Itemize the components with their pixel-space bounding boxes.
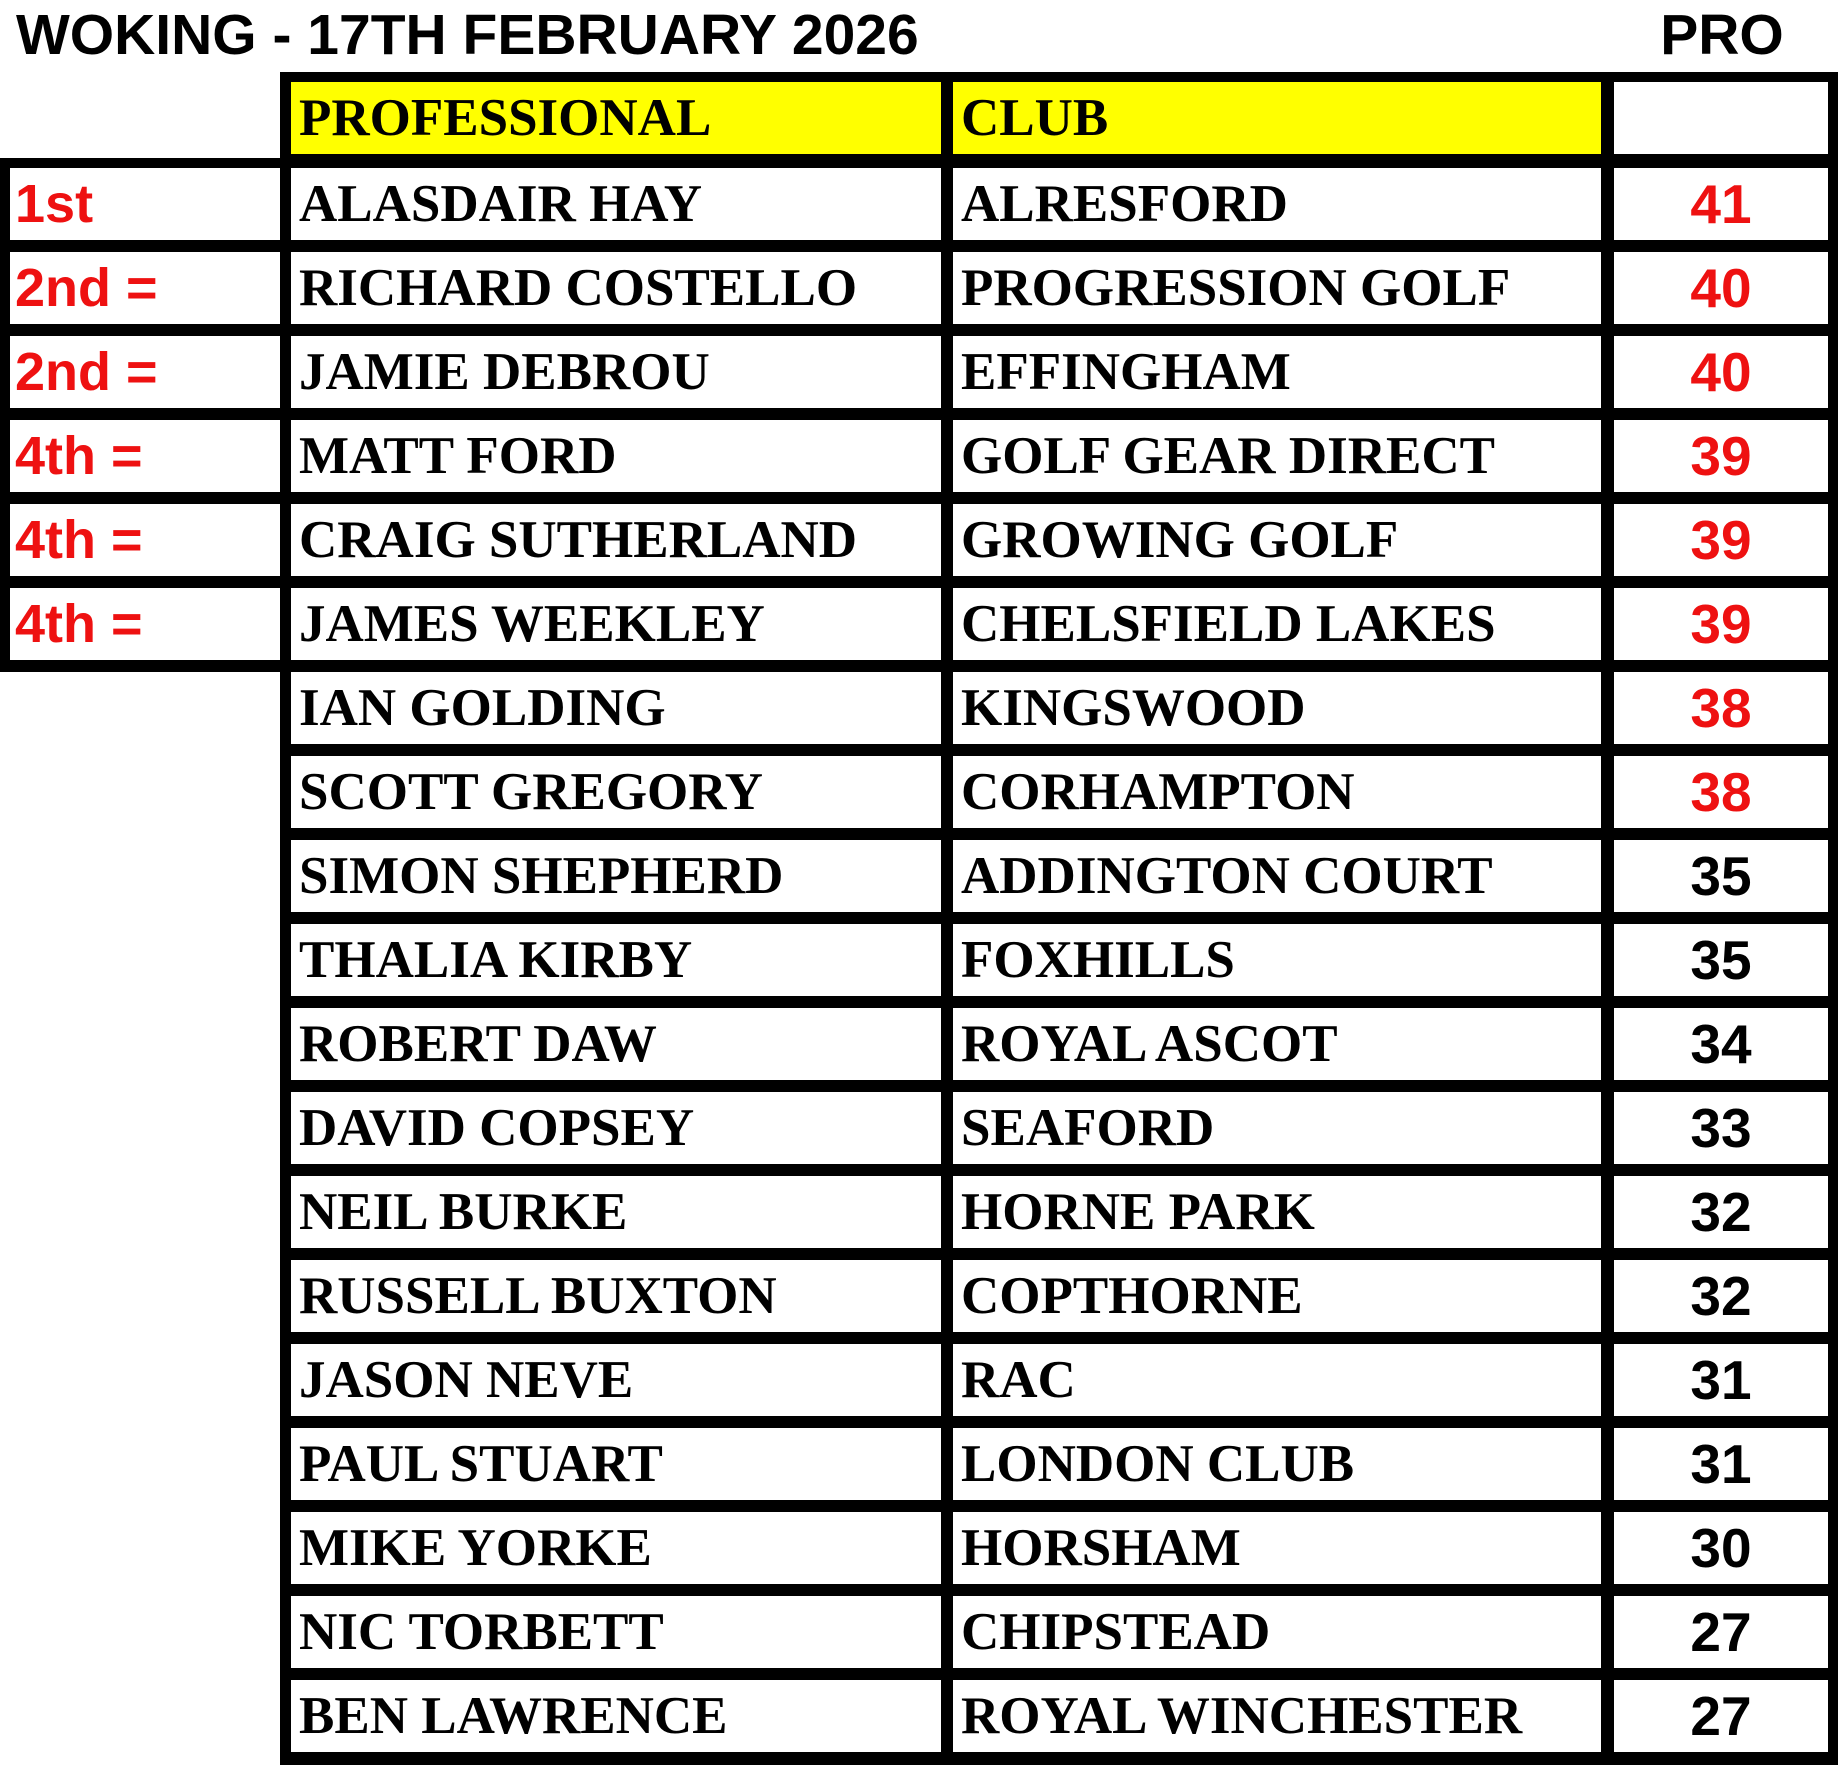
score-cell: 32 (1614, 1176, 1828, 1248)
player-name-cell: RUSSELL BUXTON (291, 1260, 941, 1332)
player-name-cell: NEIL BURKE (291, 1176, 941, 1248)
score-cell: 39 (1614, 420, 1828, 492)
player-name-cell: JAMES WEEKLEY (291, 588, 941, 660)
score-cell: 31 (1614, 1344, 1828, 1416)
club-name-cell: FOXHILLS (953, 924, 1601, 996)
player-name-cell: CRAIG SUTHERLAND (291, 504, 941, 576)
score-cell: 27 (1614, 1680, 1828, 1752)
club-name-cell: CHELSFIELD LAKES (953, 588, 1601, 660)
position-cell: 2nd = (10, 252, 280, 324)
club-name-cell: COPTHORNE (953, 1260, 1601, 1332)
position-cell: 1st (10, 168, 280, 240)
club-name-cell: ROYAL ASCOT (953, 1008, 1601, 1080)
player-name-cell: NIC TORBETT (291, 1596, 941, 1668)
player-name-cell: JASON NEVE (291, 1344, 941, 1416)
player-name-cell: SCOTT GREGORY (291, 756, 941, 828)
position-cell: 4th = (10, 504, 280, 576)
score-cell: 31 (1614, 1428, 1828, 1500)
player-name-cell: BEN LAWRENCE (291, 1680, 941, 1752)
club-name-cell: ALRESFORD (953, 168, 1601, 240)
club-name-cell: ROYAL WINCHESTER (953, 1680, 1601, 1752)
club-name-cell: GOLF GEAR DIRECT (953, 420, 1601, 492)
club-name-cell: PROGRESSION GOLF (953, 252, 1601, 324)
column-header-club: CLUB (953, 82, 1601, 154)
club-name-cell: KINGSWOOD (953, 672, 1601, 744)
category-label: PRO (1660, 3, 1784, 67)
score-cell: 38 (1614, 756, 1828, 828)
score-cell: 30 (1614, 1512, 1828, 1584)
player-name-cell: THALIA KIRBY (291, 924, 941, 996)
club-name-cell: GROWING GOLF (953, 504, 1601, 576)
column-header-score (1614, 82, 1828, 154)
score-cell: 40 (1614, 252, 1828, 324)
score-cell: 38 (1614, 672, 1828, 744)
position-cell: 4th = (10, 420, 280, 492)
club-name-cell: CHIPSTEAD (953, 1596, 1601, 1668)
score-cell: 35 (1614, 840, 1828, 912)
score-cell: 33 (1614, 1092, 1828, 1164)
player-name-cell: PAUL STUART (291, 1428, 941, 1500)
player-name-cell: MIKE YORKE (291, 1512, 941, 1584)
position-cell: 2nd = (10, 336, 280, 408)
position-cell: 4th = (10, 588, 280, 660)
club-name-cell: EFFINGHAM (953, 336, 1601, 408)
player-name-cell: JAMIE DEBROU (291, 336, 941, 408)
club-name-cell: SEAFORD (953, 1092, 1601, 1164)
player-name-cell: ROBERT DAW (291, 1008, 941, 1080)
player-name-cell: DAVID COPSEY (291, 1092, 941, 1164)
player-name-cell: ALASDAIR HAY (291, 168, 941, 240)
score-cell: 41 (1614, 168, 1828, 240)
score-cell: 27 (1614, 1596, 1828, 1668)
score-cell: 32 (1614, 1260, 1828, 1332)
club-name-cell: CORHAMPTON (953, 756, 1601, 828)
score-cell: 35 (1614, 924, 1828, 996)
score-cell: 39 (1614, 504, 1828, 576)
player-name-cell: RICHARD COSTELLO (291, 252, 941, 324)
player-name-cell: IAN GOLDING (291, 672, 941, 744)
score-cell: 40 (1614, 336, 1828, 408)
club-name-cell: HORSHAM (953, 1512, 1601, 1584)
club-name-cell: RAC (953, 1344, 1601, 1416)
column-header-professional: PROFESSIONAL (291, 82, 941, 154)
score-cell: 34 (1614, 1008, 1828, 1080)
player-name-cell: MATT FORD (291, 420, 941, 492)
player-name-cell: SIMON SHEPHERD (291, 840, 941, 912)
page-title: WOKING - 17TH FEBRUARY 2026 (16, 3, 919, 67)
club-name-cell: LONDON CLUB (953, 1428, 1601, 1500)
club-name-cell: ADDINGTON COURT (953, 840, 1601, 912)
score-cell: 39 (1614, 588, 1828, 660)
club-name-cell: HORNE PARK (953, 1176, 1601, 1248)
